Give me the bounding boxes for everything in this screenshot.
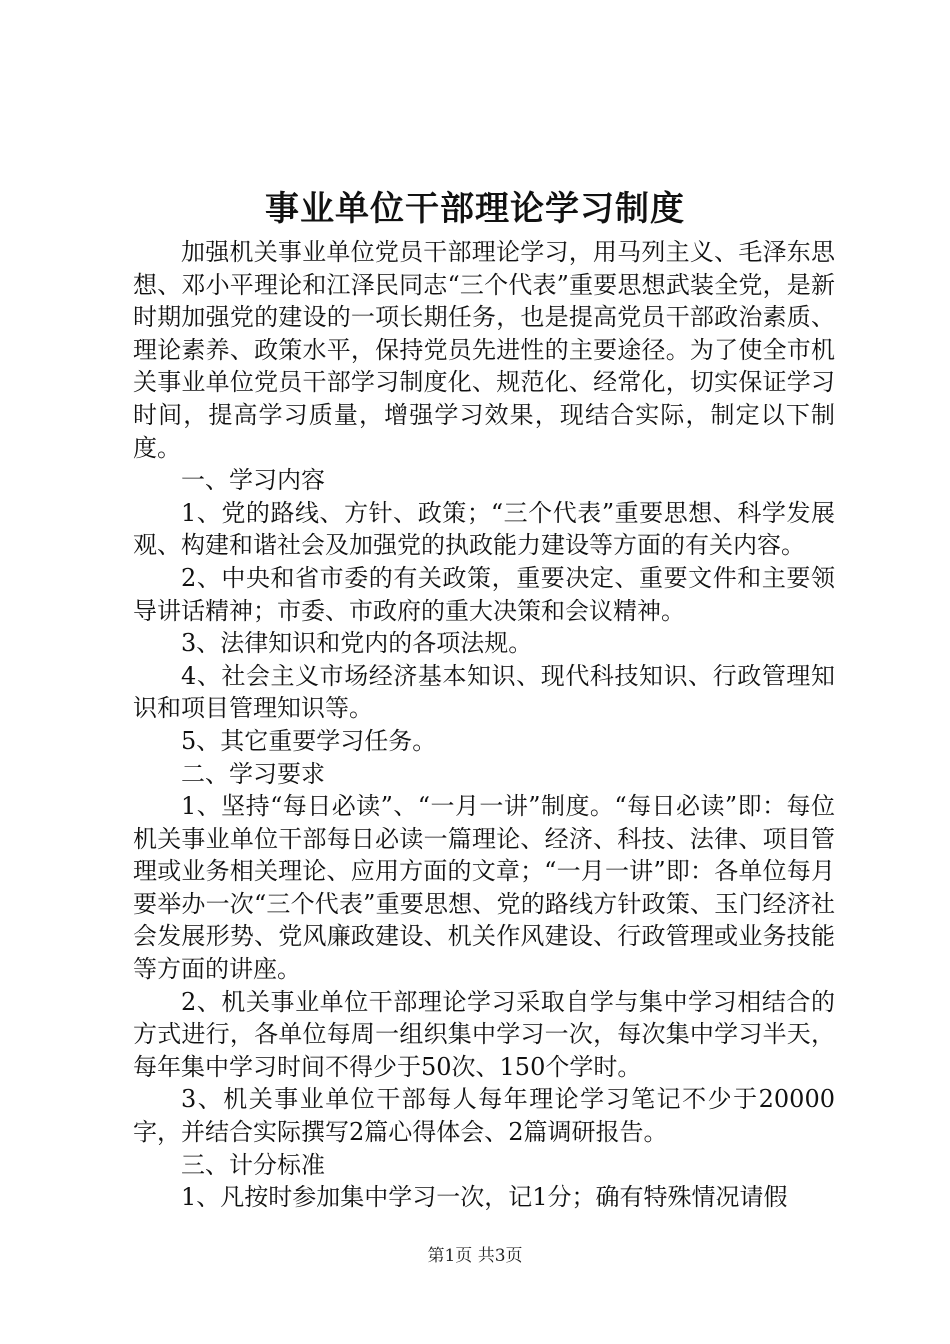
section-heading-study-content: 一、学习内容: [181, 466, 325, 495]
list-item: 2、中央和省市委的有关政策，重要决定、重要文件和主要领导讲话精神；市委、市政府的重大决策和会议精神。: [133, 563, 835, 625]
list-item: 3、法律知识和党内的各项法规。: [181, 629, 533, 658]
document-body: [133, 236, 835, 1214]
list-item: 4、社会主义市场经济基本知识、现代科技知识、行政管理知识和项目管理知识等。: [133, 661, 835, 723]
intro-paragraph: 加强机关事业单位党员干部理论学习，用马列主义、毛泽东思想、邓小平理论和江泽民同志“三个代表”重要思想武装全党，是新时期加强党的建设的一项长期任务，也是提高党员干部政治素质、理论素养、政策水平，保持党员先进性的主要途径。为了使全市机关事业单位党员干部学习制度化、规范化、经常化，切实保证学习时间，提高学习质量，增强学习效果，现结合实际，制定以下制度。: [133, 238, 835, 462]
list-item: 5、其它重要学习任务。: [181, 726, 437, 755]
section-heading-scoring-standard: 三、计分标准: [181, 1150, 325, 1179]
list-item: 1、凡按时参加集中学习一次，记1分；确有特殊情况请假: [181, 1183, 788, 1212]
list-item: 3、机关事业单位干部每人每年理论学习笔记不少于20000字，并结合实际撰写2篇心得体会、2篇调研报告。: [133, 1085, 835, 1147]
list-item: 1、党的路线、方针、政策；“三个代表”重要思想、科学发展观、构建和谐社会及加强党的执政能力建设等方面的有关内容。: [133, 498, 835, 560]
section-heading-study-requirements: 二、学习要求: [181, 759, 325, 788]
list-item: 1、坚持“每日必读”、“一月一讲”制度。“每日必读”即：每位机关事业单位干部每日必读一篇理论、经济、科技、法律、项目管理或业务相关理论、应用方面的文章；“一月一讲”即：各单位每月要举办一次“三个代表”重要思想、党的路线方针政策、玉门经济社会发展形势、党风廉政建设、机关作风建设、行政管理或业务技能等方面的讲座。: [133, 792, 835, 984]
list-item: 2、机关事业单位干部理论学习采取自学与集中学习相结合的方式进行，各单位每周一组织集中学习一次，每次集中学习半天，每年集中学习时间不得少于50次、150个学时。: [133, 987, 835, 1081]
page-number-footer: 第1页 共3页: [427, 1246, 523, 1266]
document-title: 事业单位干部理论学习制度: [265, 189, 685, 229]
